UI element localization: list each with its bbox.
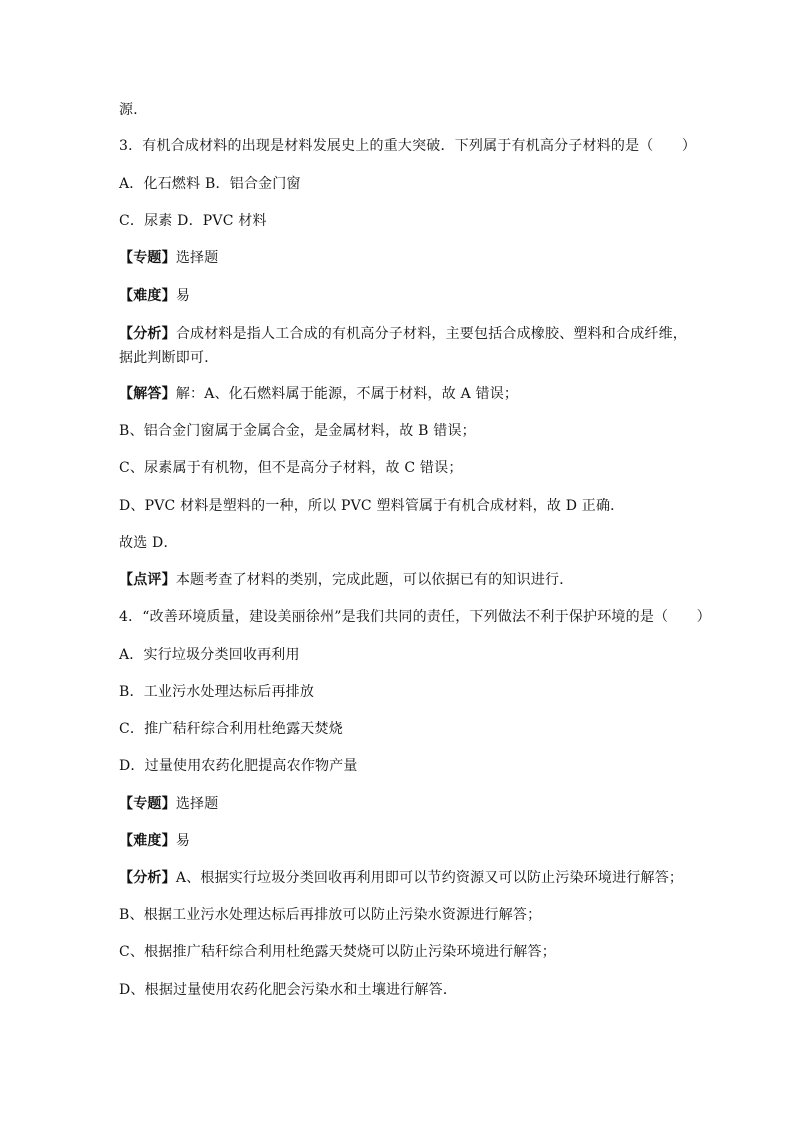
topic-tag: 【专题】 [119,250,176,266]
q3-comment: 【点评】本题考查了材料的类别，完成此题，可以依据已有的知识进行． [119,572,574,588]
question-4-stem: 4．“改善环境质量，建设美丽徐州”是我们共同的责任，下列做法不利于保护环境的是（ ） [119,609,711,625]
q3-answer: 【解答】解：A、化石燃料属于能源，不属于材料，故 A 错误； [119,386,519,402]
q4-analysis-d: D、根据过量使用农药化肥会污染水和土壤进行解答． [119,982,458,998]
question-4-option-c: C．推广秸秆综合利用杜绝露天焚烧 [119,721,343,737]
q3-analysis: 【分析】合成材料是指人工合成的有机高分子材料，主要包括合成橡胶、塑料和合成纤维，据此判断即可． [119,326,688,366]
analysis-tag: 【分析】 [119,326,176,342]
analysis-tag: 【分析】 [119,870,176,886]
topic-tag: 【专题】 [119,796,176,812]
q3-answer-d: D、PVC 材料是塑料的一种，所以 PVC 塑料管属于有机合成材料，故 D 正确． [119,498,625,514]
q4-difficulty: 【难度】易 [119,833,191,849]
question-4-option-d: D．过量使用农药化肥提高农作物产量 [119,758,358,774]
question-3-stem: 3．有机合成材料的出现是材料发展史上的重大突破．下列属于有机高分子材料的是（ ） [119,138,697,154]
question-3-options-cd: C．尿素 D．PVC 材料 [119,213,267,229]
q3-difficulty: 【难度】易 [119,288,191,304]
q4-analysis: 【分析】A、根据实行垃圾分类回收再利用即可以节约资源又可以防止污染环境进行解答； [119,870,684,886]
difficulty-tag: 【难度】 [119,288,176,304]
answer-tag: 【解答】 [119,386,176,402]
q4-analysis-c: C、根据推广秸秆综合利用杜绝露天焚烧可以防止污染环境进行解答； [119,944,556,960]
q4-analysis-b: B、根据工业污水处理达标后再排放可以防止污染水资源进行解答； [119,907,542,923]
question-3-options-ab: A．化石燃料 B．铝合金门窗 [119,176,301,192]
question-4-option-b: B．工业污水处理达标后再排放 [119,684,315,700]
continuation-text: 源． [119,102,148,118]
q3-topic: 【专题】选择题 [119,250,219,266]
difficulty-tag: 【难度】 [119,833,176,849]
q3-answer-b: B、铝合金门窗属于金属合金，是金属材料，故 B 错误； [119,423,476,439]
q3-choice: 故选 D． [119,535,178,551]
q4-topic: 【专题】选择题 [119,796,219,812]
question-4-option-a: A．实行垃圾分类回收再利用 [119,647,300,663]
comment-tag: 【点评】 [119,572,176,588]
q3-answer-c: C、尿素属于有机物，但不是高分子材料，故 C 错误； [119,460,463,476]
